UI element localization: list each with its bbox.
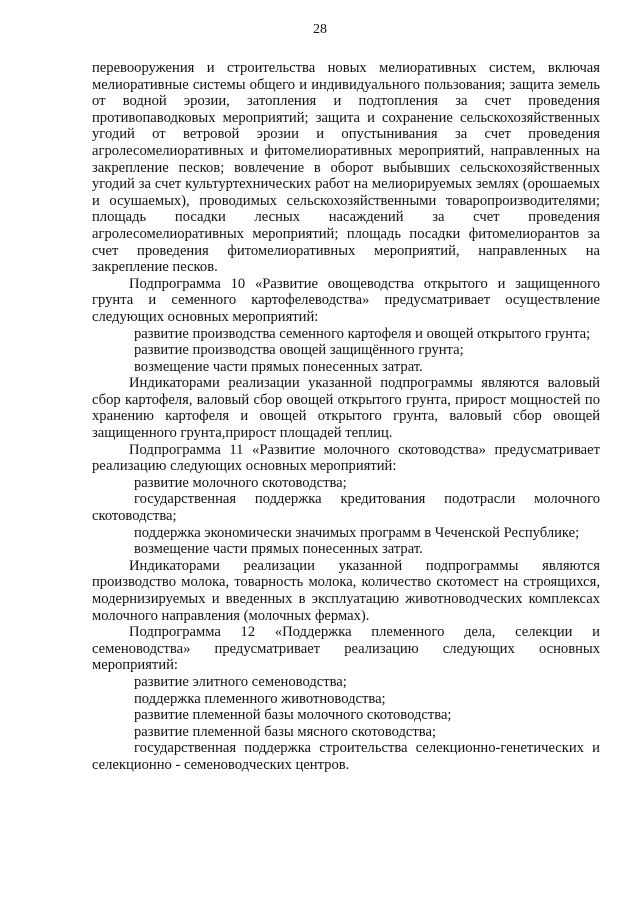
list-item: развитие элитного семеноводства;: [134, 673, 347, 690]
list-item: государственная поддержка кредитования подотрасли молочного скотоводства;: [92, 491, 600, 525]
paragraph: Подпрограмма 11 «Развитие молочного скотоводства» предусматривает реализацию следующих основных мероприятий:: [92, 441, 600, 475]
document-body: [92, 60, 600, 774]
list-item: развитие производства овощей защищённого грунта;: [134, 342, 464, 359]
list-item: развитие производства семенного картофеля и овощей открытого грунта;: [134, 325, 591, 342]
list-item: развитие племенной базы молочного скотоводства;: [134, 707, 452, 724]
list-item: возмещение части прямых понесенных затрат.: [134, 358, 423, 375]
list-item: поддержка экономически значимых программ в Чеченской Республике;: [134, 524, 580, 541]
list-item: поддержка племенного животноводства;: [134, 690, 386, 707]
paragraph: Подпрограмма 10 «Развитие овощеводства открытого и защищенного грунта и семенного картофелеводства» предусматривает осуществление следующих основных мероприятий:: [92, 275, 600, 325]
list-item: государственная поддержка строительства селекционно-генетических и селекционно - семеноводческих центров.: [92, 740, 600, 773]
list-item: развитие племенной базы мясного скотоводства;: [134, 723, 437, 740]
page-number: 28: [313, 22, 327, 37]
paragraph: Подпрограмма 12 «Поддержка племенного дела, селекции и семеноводства» предусматривает реализацию следующих основных мероприятий:: [92, 624, 600, 674]
list-item: возмещение части прямых понесенных затрат.: [134, 541, 423, 558]
paragraph: Индикаторами реализации указанной подпрограммы являются производство молока, товарность молока, количество скотомест на строящихся, модернизируемых и введенных в эксплуатацию животноводческих комплексах молочного направления (молочных фермах).: [92, 557, 600, 624]
paragraph: Индикаторами реализации указанной подпрограммы являются валовый сбор картофеля, валовый сбор овощей открытого грунта, прирост мощностей по хранению картофеля и овощей открытого грунта, валовый сбор овощей защищенного грунта,прирост площадей теплиц.: [92, 375, 600, 442]
list-item: развитие молочного скотоводства;: [134, 474, 347, 491]
paragraph: перевооружения и строительства новых мелиоративных систем, включая мелиоративные системы общего и индивидуального пользования; защита земель от водной эрозии, затопления и подтопления за счет проведения противопаводковых мероприятий; защита и сохранение сельскохозяйственных угодий от ветровой эрозии и опустынивания за счет проведения агролесомелиоративных и фитомелиоративных мероприятий, направленных на закрепление песков; вовлечение в оборот выбывших сельскохозяйственных угодий за счет культуртехнических работ на мелиорируемых землях (орошаемых и осушаемых), проводимых сельскохозяйственными товаропроизводителями; площадь посадки лесных насаждений за счет проведения агролесомелиоративных мероприятий; площадь посадки фитомелиорантов за счет проведения фитомелиоративных мероприятий, направленных на закрепление песков.: [92, 60, 600, 276]
